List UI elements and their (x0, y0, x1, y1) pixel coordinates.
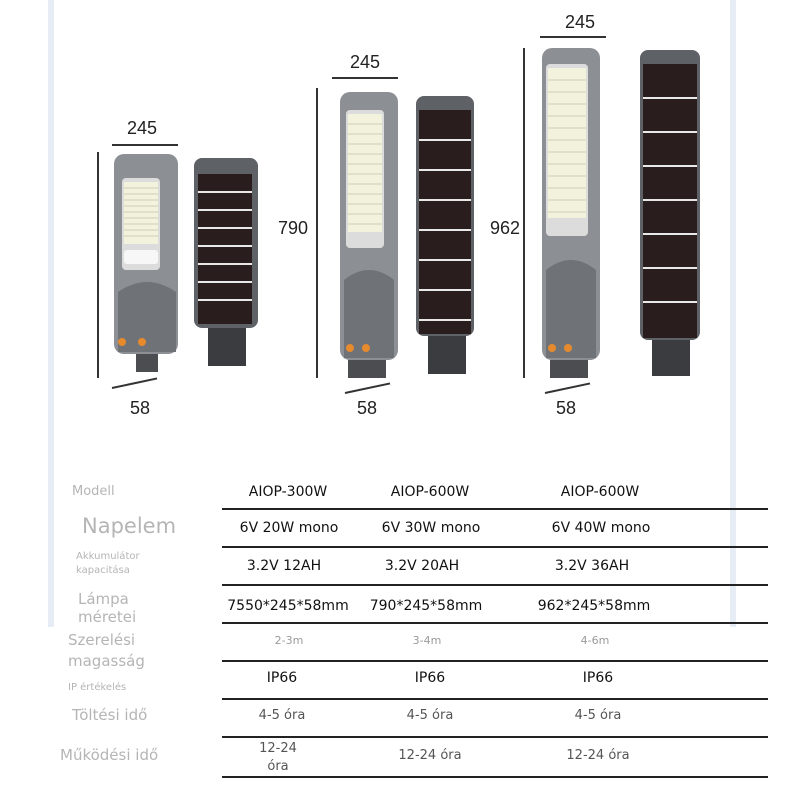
medium-solar-panel (414, 94, 476, 376)
table-row (60, 586, 710, 626)
table-row (60, 512, 710, 546)
operation-time-3: 12-24 óra (566, 748, 630, 763)
small-width-label: 245 (127, 118, 158, 138)
large-lamp-front (540, 46, 602, 380)
operation-time-1: 12-24 óra (259, 741, 297, 774)
medium-depth-label: 58 (357, 398, 378, 418)
left-margin-rule (48, 0, 54, 627)
dimensions-1: 7550*245*58mm (227, 598, 349, 614)
medium-width-line (332, 77, 398, 79)
model-3: AIOP-600W (560, 484, 640, 500)
battery-3: 3.2V 36AH (554, 558, 630, 574)
small-solar-panel (192, 156, 262, 368)
row-divider (222, 776, 768, 778)
row-divider (222, 508, 768, 510)
row-label: Lámpa méretei (78, 590, 137, 626)
small-depth-label: 58 (130, 398, 151, 418)
row-label: Modell (72, 484, 115, 499)
small-depth-line (112, 377, 157, 389)
medium-depth-line (345, 382, 390, 394)
large-width-label: 245 (565, 12, 596, 32)
table-row (60, 700, 710, 736)
solar-2: 6V 30W mono (381, 520, 481, 536)
solar-3: 6V 40W mono (551, 520, 651, 536)
small-width-line (112, 144, 178, 146)
small-lamp-front (112, 152, 182, 378)
mount-height-2: 3-4m (412, 634, 442, 647)
table-row (60, 548, 710, 584)
large-height-label: 962 (490, 218, 521, 238)
row-label: Töltési idő (72, 706, 148, 724)
small-height-line (97, 152, 99, 378)
table-row (60, 624, 710, 670)
right-margin-rule (730, 0, 736, 627)
model-2: AIOP-600W (390, 484, 470, 500)
medium-lamp-front (338, 90, 400, 380)
dimensions-3: 962*245*58mm (537, 598, 651, 614)
battery-1: 3.2V 12AH (246, 558, 322, 574)
medium-height-line (316, 88, 318, 378)
large-depth-label: 58 (556, 398, 577, 418)
spec-table (60, 470, 710, 790)
charge-time-3: 4-5 óra (574, 708, 622, 723)
table-row (60, 738, 710, 778)
charge-time-2: 4-5 óra (406, 708, 454, 723)
medium-width-label: 245 (350, 52, 381, 72)
row-label: Működési idő (60, 746, 159, 764)
dimensions-2: 790*245*58mm (369, 598, 483, 614)
row-label: Akkumulátor kapacitása (76, 551, 140, 576)
large-depth-line (545, 382, 590, 394)
row-label: IP értékelés (68, 682, 127, 693)
large-solar-panel (638, 48, 702, 378)
mount-height-3: 4-6m (580, 634, 610, 647)
charge-time-1: 4-5 óra (258, 708, 306, 723)
ip-rating-2: IP66 (414, 670, 446, 686)
model-1: AIOP-300W (248, 484, 328, 500)
row-label: Napelem (82, 514, 177, 538)
medium-height-label: 790 (278, 218, 309, 238)
large-width-line (540, 36, 606, 38)
table-row (60, 480, 710, 510)
battery-2: 3.2V 20AH (384, 558, 460, 574)
large-height-line (523, 48, 525, 378)
solar-1: 6V 20W mono (239, 520, 339, 536)
row-label: Szerelési magasság (68, 631, 145, 670)
ip-rating-1: IP66 (266, 670, 298, 686)
operation-time-2: 12-24 óra (398, 748, 462, 763)
ip-rating-3: IP66 (582, 670, 614, 686)
mount-height-1: 2-3m (274, 634, 304, 647)
table-row (60, 662, 710, 698)
